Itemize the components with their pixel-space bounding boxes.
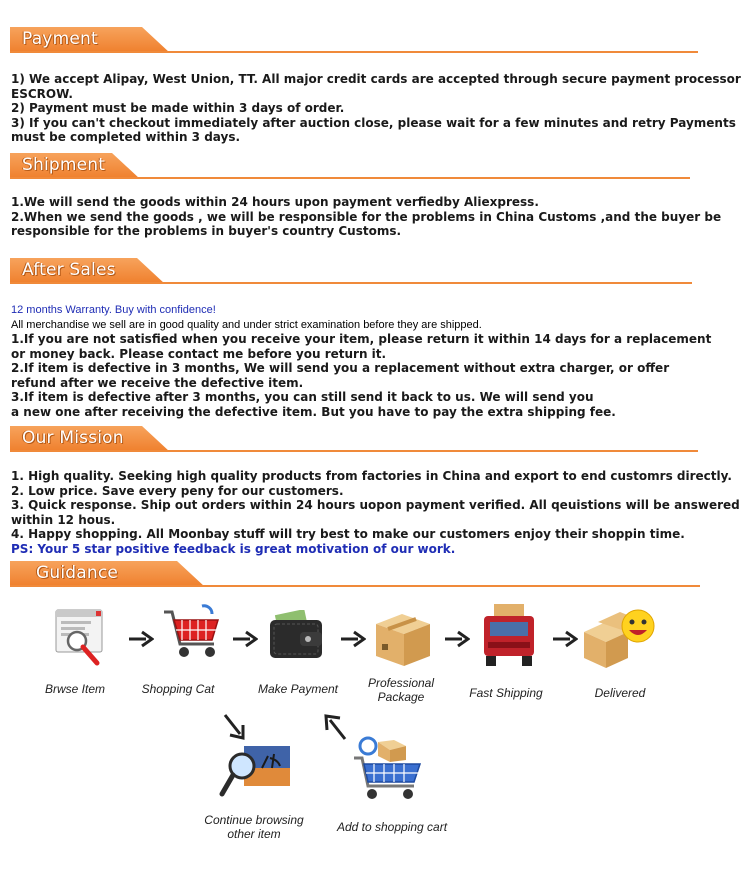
after-sales-line: a new one after receiving the defective item. But you have to pay the extra shipping fee. [11,404,616,419]
guidance-header [10,561,205,587]
step-payment-label: Make Payment [257,682,339,696]
shipment-header [10,153,140,179]
after-sales-line: 3.If item is defective after 3 months, you can still send it back to us. We will send you [11,390,594,404]
mission-line: 1. High quality. Seeking high quality products from factories in China and export to end customrs directly. [11,469,732,483]
truck-icon [478,602,540,670]
quality-text: All merchandise we sell are in good quality and under strict examination before they are shipped. [11,319,482,331]
package-box-icon [372,610,434,670]
continue-browsing-line: other item [227,827,281,841]
shipment-text [11,195,721,239]
arrow-down-right-icon [222,712,248,742]
mission-ps: PS: Your 5 star positive feedback is great motivation of our work. [11,541,456,556]
add-cart-icon [350,736,426,804]
payment-line: 1) We accept Alipay, West Union, TT. All major credit cards are accepted through secure payment processor [11,72,741,86]
mission-line: 3. Quick response. Ship out orders within 24 hours uopon payment verified. All qeuistions will be answered [11,498,740,512]
step-shipping-label: Fast Shipping [469,686,543,700]
mission-line: 2. Low price. Save every peny for our customers. [11,483,344,498]
mission-header [10,426,170,452]
step-delivered-label: Delivered [594,686,646,700]
magnifier-icon [218,744,294,800]
payment-line: must be completed within 3 days. [11,130,241,144]
arrow-right-icon [444,630,470,648]
step-browse-label: Brwse Item [44,682,105,696]
after-sales-divider [10,282,692,284]
guidance-divider [10,585,700,587]
payment-line: 3) If you can't checkout immediately after auction close, please wait for a few minutes and retry Payments [11,115,736,130]
mission-divider [10,450,698,452]
mission-title: Our Mission [22,428,124,448]
after-sales-text [11,332,711,419]
arrow-right-icon [552,630,578,648]
browse-icon [52,608,114,670]
shipment-divider [10,177,690,179]
after-sales-line: 1.If you are not satisfied when you receive your item, please return it within 14 days for a replacement [11,332,712,346]
smiling-box-icon [582,602,662,670]
add-to-cart-label: Add to shopping cart [336,820,448,834]
wallet-icon [266,610,326,662]
after-sales-line: or money back. Please contact me before you return it. [11,346,387,361]
arrow-up-left-icon [322,712,348,742]
step-package-label [356,676,446,704]
step-cart-label: Shopping Cat [141,682,215,696]
payment-line: 2) Payment must be made within 3 days of order. [11,101,345,115]
continue-browsing-label [196,813,312,841]
shipment-title: Shipment [22,155,106,175]
arrow-right-icon [340,630,366,648]
shopping-cart-icon [160,604,224,666]
arrow-right-icon [232,630,258,648]
after-sales-line: refund after we receive the defective item. [11,375,304,390]
continue-browsing-line: Continue browsing [204,813,304,827]
step-package-label-line: Package [377,690,425,704]
after-sales-title: After Sales [22,260,116,280]
guidance-title: Guidance [36,563,119,583]
payment-header [10,27,170,53]
after-sales-header [10,258,165,284]
shipment-line: 2.When we send the goods , we will be responsible for the problems in China Customs ,and the buyer be [11,209,722,224]
mission-text [11,469,740,556]
arrow-right-icon [128,630,154,648]
payment-line: ESCROW. [11,86,73,101]
payment-divider [10,51,698,53]
warranty-text: 12 months Warranty. Buy with confidence! [11,304,216,316]
payment-title: Payment [22,29,98,49]
shipment-line: responsible for the problems in buyer's country Customs. [11,224,402,238]
mission-line: within 12 hous. [11,512,116,527]
step-package-label-line: Professional [367,676,435,690]
payment-text [11,72,741,145]
mission-line: 4. Happy shopping. All Moonbay stuff will try best to make our customers enjoy their shoppin time. [11,527,685,541]
shipment-line: 1.We will send the goods within 24 hours upon payment verfiedby Aliexpress. [11,195,539,209]
after-sales-line: 2.If item is defective in 3 months, We will send you a replacement without extra charger, or offer [11,361,670,375]
